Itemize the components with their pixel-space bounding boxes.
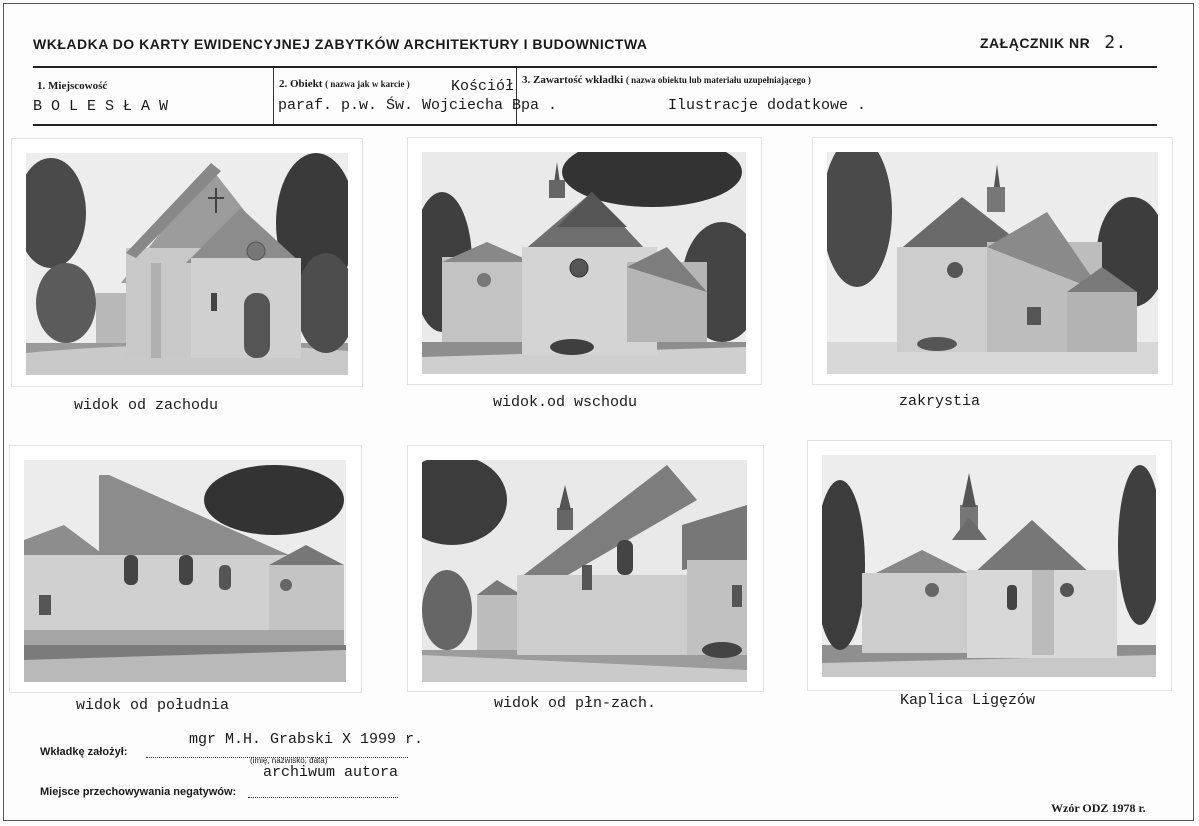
caption-south-view: widok od południa: [76, 697, 230, 714]
church-west-image: [26, 153, 348, 375]
object-label-text: 2. Obiekt: [279, 78, 323, 90]
header-rule-bottom: [33, 124, 1157, 126]
contents-label-hint: ( nazwa obiektu lub materiału uzupełniającego ): [625, 75, 811, 85]
storage-dotted-line: [248, 797, 398, 798]
photo-northwest-view: [408, 446, 763, 691]
church-ligeza-chapel-image: [822, 455, 1156, 677]
photo-east-view: [408, 138, 761, 384]
header-rule-top: [33, 66, 1157, 68]
object-label-hint: ( nazwa jak w karcie ): [325, 79, 410, 89]
contents-value: Ilustracje dodatkowe .: [668, 97, 867, 114]
object-label: [279, 78, 410, 90]
author-label: Wkładkę założył:: [40, 746, 128, 758]
attachment-number-value: 2.: [1104, 32, 1127, 53]
contents-label-text: 3. Zawartość wkładki: [522, 74, 624, 86]
photo-sacristy: [813, 138, 1172, 384]
field-divider-1: [273, 68, 274, 124]
locality-value: BOLESŁAW: [33, 98, 178, 115]
church-east-image: [422, 152, 746, 374]
field-divider-2: [516, 68, 517, 124]
church-sacristy-image: [827, 152, 1158, 374]
photo-west-view: [12, 139, 362, 386]
contents-label: [522, 74, 811, 86]
storage-label: Miejsce przechowywania negatywów:: [40, 786, 237, 798]
form-pattern-label: Wzór ODZ 1978 r.: [1051, 801, 1146, 815]
caption-ligeza-chapel: Kaplica Ligęzów: [900, 692, 1036, 709]
author-value: mgr M.H. Grabski X 1999 r.: [189, 731, 424, 748]
attachment-label: ZAŁĄCZNIK NR: [980, 35, 1091, 51]
caption-northwest-view: widok od płn-zach.: [494, 695, 657, 712]
attachment-number: [980, 32, 1127, 53]
storage-value: archiwum autora: [263, 764, 399, 781]
photo-ligeza-chapel: [808, 441, 1171, 690]
object-value-line1: Kościół: [451, 78, 515, 95]
church-south-image: [24, 460, 346, 682]
form-title: WKŁADKA DO KARTY EWIDENCYJNEJ ZABYTKÓW ARCHITEKTURY I BUDOWNICTWA: [33, 36, 648, 52]
photo-south-view: [10, 446, 361, 692]
object-value-line2: paraf. p.w. Św. Wojciecha Bpa .: [278, 97, 558, 114]
caption-sacristy: zakrystia: [899, 393, 981, 410]
caption-west-view: widok od zachodu: [74, 397, 219, 414]
locality-label: 1. Miejscowość: [37, 80, 108, 92]
caption-east-view: widok.od wschodu: [493, 394, 638, 411]
church-northwest-image: [422, 460, 747, 682]
author-hint: (imię, nazwisko, data): [250, 756, 328, 765]
